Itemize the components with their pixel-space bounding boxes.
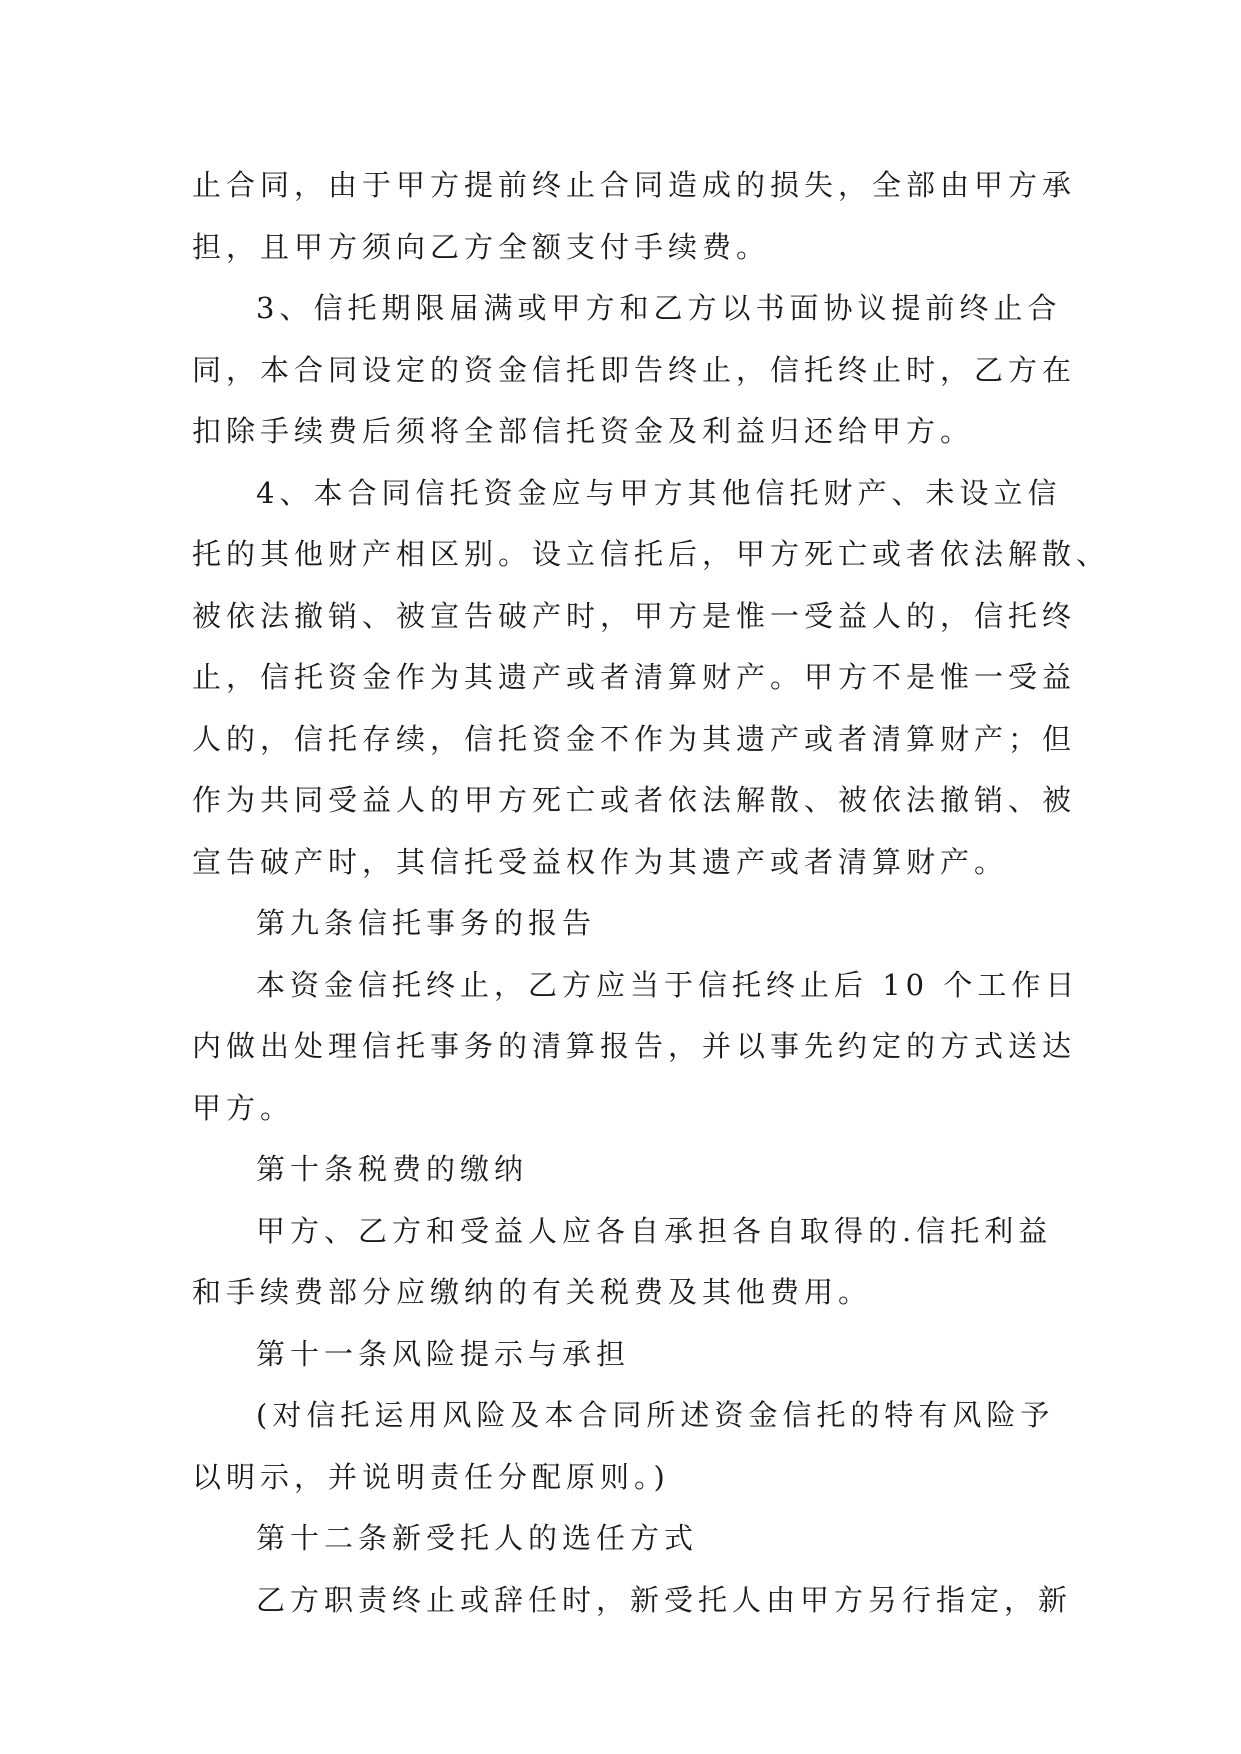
section-heading-9: 第九条信托事务的报告 [256,906,597,940]
paragraph-start-line: 甲方、乙方和受益人应各自承担各自取得的.信托利益 [256,1213,1053,1248]
text-line: 止合同，由于甲方提前终止合同造成的损失，全部由甲方承 [192,168,1077,202]
text-line: 作为共同受益人的甲方死亡或者依法解散、被依法撤销、被 [192,783,1077,817]
paragraph-start-line: (对信托运用风险及本合同所述资金信托的特有风险予 [256,1398,1055,1432]
paragraph-start-line: 乙方职责终止或辞任时，新受托人由甲方另行指定，新 [256,1582,1073,1617]
text-line: 宣告破产时，其信托受益权作为其遗产或者清算财产。 [192,844,1009,879]
text-line: 止，信托资金作为其遗产或者清算财产。甲方不是惟一受益 [192,660,1077,694]
text-line: 内做出处理信托事务的清算报告，并以事先约定的方式送达 [192,1029,1077,1063]
text-line: 托的其他财产相区别。设立信托后，甲方死亡或者依法解散、 [192,537,1111,571]
paragraph-start-line: 本资金信托终止，乙方应当于信托终止后 10 个工作日 [256,967,1080,1002]
text-line: 担，且甲方须向乙方全额支付手续费。 [192,229,771,264]
text-line: 人的，信托存续，信托资金不作为其遗产或者清算财产；但 [192,721,1077,756]
paragraph-start-line: 4、本合同信托资金应与甲方其他信托财产、未设立信 [256,475,1062,510]
paragraph-start-line: 3、信托期限届满或甲方和乙方以书面协议提前终止合 [256,291,1062,325]
text-line: 以明示，并说明责任分配原则。) [192,1459,670,1494]
section-heading-12: 第十二条新受托人的选任方式 [256,1521,699,1555]
text-line: 被依法撤销、被宣告破产时，甲方是惟一受益人的，信托终 [192,598,1077,633]
text-line: 甲方。 [192,1090,295,1125]
text-line: 扣除手续费后须将全部信托资金及利益归还给甲方。 [192,414,975,448]
text-line: 和手续费部分应缴纳的有关税费及其他费用。 [192,1275,873,1309]
section-heading-10: 第十条税费的缴纳 [256,1152,529,1186]
section-heading-11: 第十一条风险提示与承担 [256,1336,631,1371]
text-line: 同，本合同设定的资金信托即告终止，信托终止时，乙方在 [192,352,1077,387]
document-page [192,155,1111,1631]
